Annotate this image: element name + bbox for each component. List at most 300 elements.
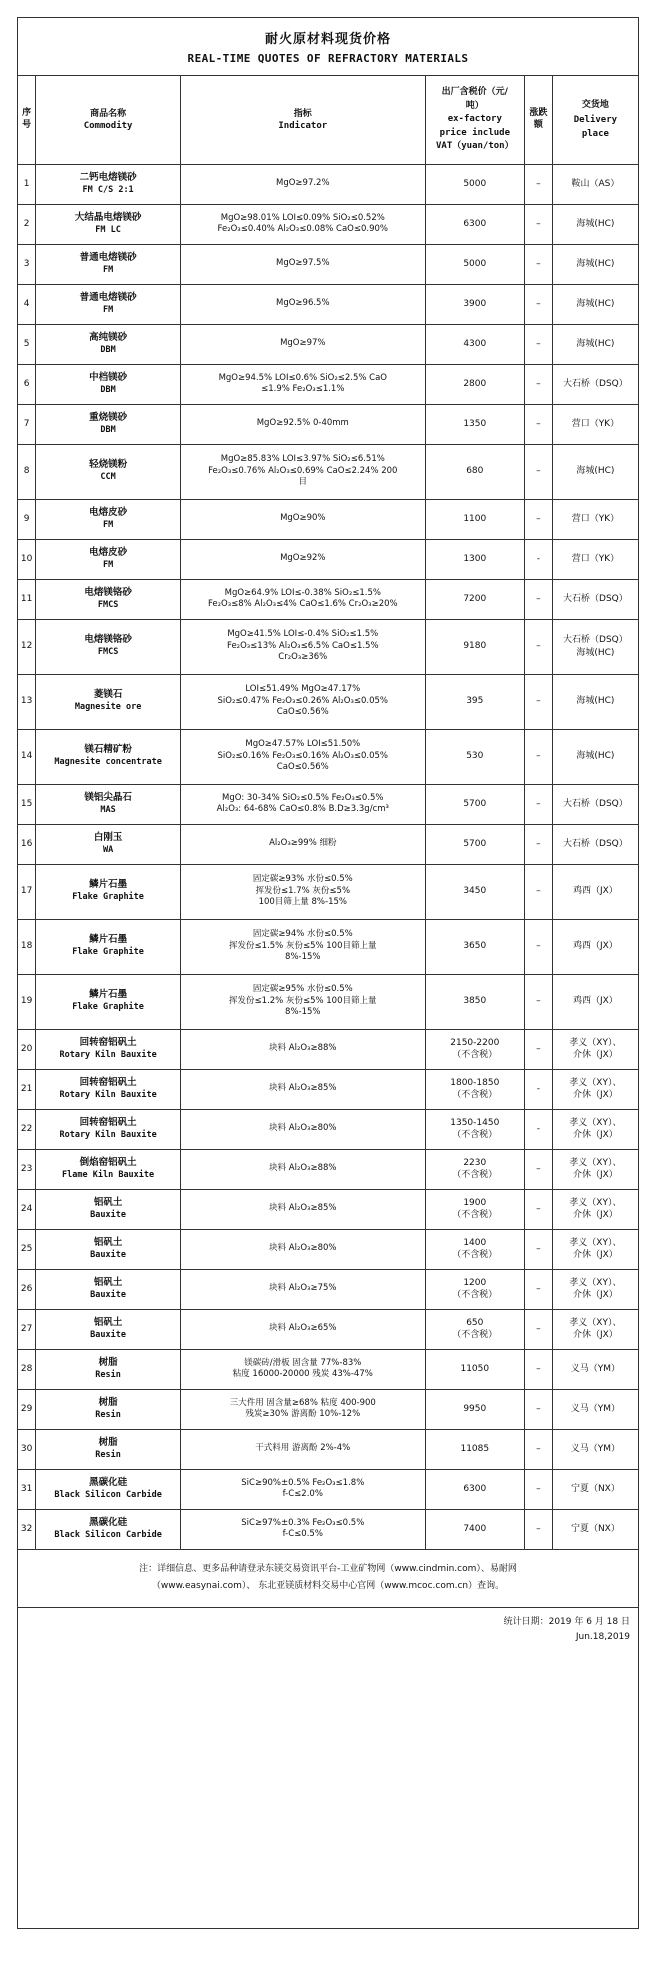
change-cell: – <box>525 499 553 539</box>
commodity-cn: 铝矾土 <box>93 1196 123 1208</box>
commodity-en: DBM <box>100 424 116 435</box>
price-cell <box>425 1269 525 1309</box>
commodity-en: Magnesite concentrate <box>54 757 162 768</box>
indicator-line: 块料 Al₂O₃≥85% <box>269 1083 337 1094</box>
delivery-line: 孝义（XY）、 <box>569 1197 622 1208</box>
price-cell <box>425 674 525 729</box>
price-cell <box>425 729 525 784</box>
indicator-line: Al₂O₃: 64-68% CaO≤0.8% B.D≥3.3g/cm³ <box>216 804 389 814</box>
commodity-cell <box>36 1149 181 1189</box>
commodity-cell <box>36 1509 181 1549</box>
indicator-line: 粘度 16000-20000 残炭 43%-47% <box>232 1369 373 1379</box>
commodity-cn: 黑碳化硅 <box>89 1516 128 1528</box>
indicator-line: Fe₂O₃≤8% Al₂O₃≤4% CaO≤1.6% Cr₂O₃≥20% <box>207 599 398 609</box>
row-number: 19 <box>18 974 36 1029</box>
commodity-cn: 铝矾土 <box>93 1236 123 1248</box>
indicator-cell <box>181 1509 425 1549</box>
delivery-line: 大石桥（DSQ） <box>563 838 628 849</box>
commodity-en: Flake Graphite <box>72 892 144 903</box>
change-cell: – <box>525 974 553 1029</box>
price-line: 9180 <box>463 641 487 652</box>
indicator-line: MgO≥94.5% LOI≤0.6% SiO₂≤2.5% CaO <box>218 372 387 383</box>
indicator-line: f-C≤2.0% <box>282 1489 323 1499</box>
price-line: 6300 <box>463 1483 487 1494</box>
table-row <box>18 824 638 864</box>
delivery-line: 海城(HC) <box>576 466 615 477</box>
row-number: 31 <box>18 1469 36 1509</box>
table-row <box>18 364 638 404</box>
delivery-cell <box>552 1109 638 1149</box>
change-cell: – <box>525 1309 553 1349</box>
delivery-cell <box>552 499 638 539</box>
indicator-line: 干式料用 游离酚 2%-4% <box>255 1443 351 1454</box>
delivery-line: 介休（JX） <box>572 1250 618 1260</box>
indicator-line: 块料 Al₂O₃≥88% <box>269 1043 337 1054</box>
price-line: 3850 <box>463 996 487 1007</box>
commodity-en: Bauxite <box>90 1329 126 1340</box>
commodity-cn: 电熔镁铬砂 <box>84 634 132 646</box>
commodity-en: Flame Kiln Bauxite <box>62 1169 155 1180</box>
delivery-line: 营口（YK） <box>571 553 620 564</box>
delivery-cell <box>552 204 638 244</box>
indicator-cell <box>181 824 425 864</box>
row-number: 7 <box>18 404 36 444</box>
delivery-line: 宁夏（NX） <box>570 1523 620 1534</box>
header-commodity-cn: 商品名称 <box>90 108 127 119</box>
indicator-line: MgO≥98.01% LOI≤0.09% SiO₂≤0.52% <box>220 212 385 223</box>
indicator-line: 挥发份≤1.7% 灰份≤5% <box>255 885 351 896</box>
row-number: 5 <box>18 324 36 364</box>
change-cell: – <box>525 364 553 404</box>
delivery-line: 介休（JX） <box>572 1330 618 1340</box>
table-row <box>18 729 638 784</box>
table-row <box>18 1269 638 1309</box>
commodity-cn: 轻烧镁粉 <box>89 459 128 471</box>
table-row <box>18 919 638 974</box>
indicator-cell <box>181 1309 425 1349</box>
delivery-line: 鸡西（JX） <box>572 886 618 897</box>
price-sheet <box>17 17 639 1929</box>
header-delivery <box>552 76 638 164</box>
delivery-cell <box>552 1469 638 1509</box>
row-number: 25 <box>18 1229 36 1269</box>
indicator-line: CaO≤0.56% <box>276 762 329 773</box>
indicator-line: MgO≥85.83% LOI≤3.97% SiO₂≤6.51% <box>220 454 385 465</box>
indicator-line: Cr₂O₃≥36% <box>278 652 328 663</box>
indicator-cell <box>181 729 425 784</box>
delivery-cell <box>552 784 638 824</box>
price-line: 5700 <box>463 838 487 849</box>
delivery-cell <box>552 1389 638 1429</box>
delivery-cell <box>552 864 638 919</box>
indicator-line: 镁碳砖/滑板 固含量 77%-83% <box>244 1357 362 1368</box>
delivery-line: 孝义（XY）、 <box>569 1037 622 1048</box>
change-cell: – <box>525 1149 553 1189</box>
price-line: （不含税） <box>452 1290 498 1300</box>
delivery-line: 营口（YK） <box>571 513 620 524</box>
change-cell: – <box>525 1469 553 1509</box>
commodity-cell <box>36 1429 181 1469</box>
delivery-cell <box>552 444 638 499</box>
commodity-cell <box>36 1269 181 1309</box>
price-line: 11050 <box>460 1363 490 1374</box>
delivery-cell <box>552 324 638 364</box>
header-price-line: 出厂含税价（元/ <box>441 87 508 97</box>
price-cell <box>425 1109 525 1149</box>
header-change: 涨跌额 <box>525 76 553 164</box>
delivery-line: 营口（YK） <box>571 418 620 429</box>
commodity-cell <box>36 919 181 974</box>
header-indicator-cn: 指标 <box>293 108 312 119</box>
row-number: 30 <box>18 1429 36 1469</box>
row-number: 3 <box>18 244 36 284</box>
commodity-cn: 菱镁石 <box>93 689 123 701</box>
delivery-line: 介休（JX） <box>572 1170 618 1180</box>
price-cell <box>425 244 525 284</box>
header-indicator-en: Indicator <box>278 120 328 131</box>
commodity-cn: 二钙电熔镁砂 <box>79 171 137 183</box>
indicator-line: SiO₂≤0.47% Fe₂O₃≤0.26% Al₂O₃≤0.05% <box>217 695 389 706</box>
indicator-cell <box>181 674 425 729</box>
delivery-cell <box>552 674 638 729</box>
change-cell: – <box>525 824 553 864</box>
date-row <box>18 1607 638 1653</box>
table-row <box>18 539 638 579</box>
header-no: 序号 <box>18 76 36 164</box>
delivery-cell <box>552 1509 638 1549</box>
commodity-en: Black Silicon Carbide <box>54 1489 162 1500</box>
indicator-line: 挥发份≤1.5% 灰份≤5% 100目筛上量 <box>229 940 377 951</box>
header-price <box>425 76 525 164</box>
header-delivery-line: Delivery <box>573 114 618 125</box>
commodity-en: Magnesite ore <box>74 702 142 713</box>
delivery-line: 海城(HC) <box>576 696 615 707</box>
header-commodity <box>36 76 181 164</box>
commodity-cn: 铝矾土 <box>93 1276 123 1288</box>
indicator-line: MgO≥97% <box>280 338 326 349</box>
price-line: 5700 <box>463 798 487 809</box>
commodity-en: MAS <box>100 804 116 815</box>
price-cell <box>425 824 525 864</box>
commodity-cell <box>36 784 181 824</box>
commodity-en: Bauxite <box>90 1249 126 1260</box>
commodity-cell <box>36 1109 181 1149</box>
commodity-cn: 树脂 <box>98 1356 118 1368</box>
indicator-line: CaO≤0.56% <box>276 707 329 718</box>
price-cell <box>425 1189 525 1229</box>
row-number: 10 <box>18 539 36 579</box>
table-row <box>18 1109 638 1149</box>
indicator-line: 100目筛上量 8%-15% <box>258 897 347 908</box>
commodity-cn: 普通电熔镁砂 <box>79 251 137 263</box>
commodity-cell <box>36 1189 181 1229</box>
price-cell <box>425 1509 525 1549</box>
delivery-cell <box>552 579 638 619</box>
indicator-cell <box>181 444 425 499</box>
commodity-cell <box>36 244 181 284</box>
commodity-cell <box>36 324 181 364</box>
delivery-cell <box>552 1069 638 1109</box>
price-line: 2230 <box>463 1157 487 1168</box>
delivery-cell <box>552 1189 638 1229</box>
commodity-en: Bauxite <box>90 1209 126 1220</box>
table-row <box>18 1069 638 1109</box>
indicator-line: 块料 Al₂O₃≥88% <box>269 1163 337 1174</box>
price-line: 650 <box>466 1317 484 1328</box>
commodity-cn: 鳞片石墨 <box>89 879 128 891</box>
row-number: 26 <box>18 1269 36 1309</box>
change-cell: – <box>525 324 553 364</box>
commodity-cn: 白刚玉 <box>93 831 123 843</box>
delivery-cell <box>552 1309 638 1349</box>
price-cell <box>425 1309 525 1349</box>
indicator-cell <box>181 579 425 619</box>
row-number: 20 <box>18 1029 36 1069</box>
commodity-cn: 树脂 <box>98 1396 118 1408</box>
delivery-line: 大石桥（DSQ） <box>563 378 628 389</box>
change-cell: – <box>525 164 553 204</box>
delivery-line: 海城(HC) <box>576 298 615 309</box>
indicator-cell <box>181 1269 425 1309</box>
commodity-en: FM <box>102 264 114 275</box>
change-cell: – <box>525 864 553 919</box>
delivery-line: 孝义（XY）、 <box>569 1237 622 1248</box>
indicator-cell <box>181 784 425 824</box>
delivery-line: 鸡西（JX） <box>572 941 618 952</box>
indicator-line: MgO≥97.2% <box>276 178 330 189</box>
header-commodity-en: Commodity <box>83 120 133 131</box>
change-cell: – <box>525 1429 553 1469</box>
delivery-cell <box>552 824 638 864</box>
delivery-line: 大石桥（DSQ） <box>563 635 628 646</box>
price-line: （不含税） <box>452 1090 498 1100</box>
header-price-line: price include <box>439 127 511 138</box>
row-number: 14 <box>18 729 36 784</box>
commodity-cn: 铝矾土 <box>93 1316 123 1328</box>
indicator-line: MgO≥96.5% <box>276 298 330 309</box>
price-line: 5000 <box>463 178 487 189</box>
delivery-line: 宁夏（NX） <box>570 1483 620 1494</box>
commodity-en: FM C/S 2:1 <box>82 184 134 195</box>
commodity-cell <box>36 1069 181 1109</box>
indicator-cell <box>181 1229 425 1269</box>
commodity-en: FMCS <box>97 599 119 610</box>
price-line: 1800-1850 <box>450 1077 500 1088</box>
table-row <box>18 1469 638 1509</box>
table-row <box>18 1309 638 1349</box>
commodity-cell <box>36 1029 181 1069</box>
delivery-line: 义马（YM） <box>570 1443 621 1454</box>
commodity-cell <box>36 864 181 919</box>
delivery-cell <box>552 284 638 324</box>
price-cell <box>425 404 525 444</box>
commodity-en: Rotary Kiln Bauxite <box>59 1089 157 1100</box>
commodity-cell <box>36 1229 181 1269</box>
change-cell: - <box>525 1109 553 1149</box>
table-row <box>18 1229 638 1269</box>
price-cell <box>425 499 525 539</box>
commodity-cell <box>36 499 181 539</box>
row-number: 1 <box>18 164 36 204</box>
commodity-cn: 普通电熔镁砂 <box>79 291 137 303</box>
commodity-en: Rotary Kiln Bauxite <box>59 1129 157 1140</box>
table-body <box>18 164 638 1549</box>
indicator-line: 目 <box>298 477 308 488</box>
commodity-cell <box>36 364 181 404</box>
price-line: 680 <box>466 466 484 477</box>
change-cell: – <box>525 729 553 784</box>
commodity-cn: 镁石精矿粉 <box>84 744 132 756</box>
delivery-line: 介休（JX） <box>572 1290 618 1300</box>
price-line: 1400 <box>463 1237 487 1248</box>
change-cell: – <box>525 444 553 499</box>
header-delivery-line: place <box>581 128 609 139</box>
change-cell: – <box>525 204 553 244</box>
table-row <box>18 444 638 499</box>
delivery-cell <box>552 244 638 284</box>
commodity-en: Bauxite <box>90 1289 126 1300</box>
indicator-cell <box>181 204 425 244</box>
indicator-cell <box>181 324 425 364</box>
delivery-line: 孝义（XY）、 <box>569 1077 622 1088</box>
indicator-line: 块料 Al₂O₃≥80% <box>269 1243 337 1254</box>
commodity-en: Resin <box>95 1409 121 1420</box>
indicator-line: LOI≤51.49% MgO≥47.17% <box>245 684 361 695</box>
price-line: 1350-1450 <box>450 1117 500 1128</box>
table-row <box>18 1349 638 1389</box>
commodity-en: WA <box>102 844 114 855</box>
header-price-line: VAT（yuan/ton） <box>435 141 514 151</box>
change-cell: – <box>525 784 553 824</box>
price-cell <box>425 1429 525 1469</box>
change-cell: – <box>525 674 553 729</box>
delivery-cell <box>552 919 638 974</box>
price-cell <box>425 284 525 324</box>
price-line: （不含税） <box>452 1250 498 1260</box>
indicator-line: 8%-15% <box>285 1007 321 1018</box>
delivery-line: 介休（JX） <box>572 1090 618 1100</box>
commodity-cn: 回转窑铝矾土 <box>79 1076 137 1088</box>
row-number: 2 <box>18 204 36 244</box>
price-line: 1350 <box>463 418 487 429</box>
row-number: 21 <box>18 1069 36 1109</box>
indicator-cell <box>181 244 425 284</box>
change-cell: – <box>525 1509 553 1549</box>
price-cell <box>425 579 525 619</box>
indicator-line: 固定碳≥94% 水份≤0.5% <box>252 929 353 940</box>
commodity-cell <box>36 729 181 784</box>
commodity-en: Flake Graphite <box>72 947 144 958</box>
price-cell <box>425 864 525 919</box>
price-cell <box>425 204 525 244</box>
commodity-cell <box>36 1389 181 1429</box>
commodity-cell <box>36 284 181 324</box>
price-line: 5000 <box>463 258 487 269</box>
table-row <box>18 1029 638 1069</box>
price-line: （不含税） <box>452 1330 498 1340</box>
commodity-cell <box>36 1469 181 1509</box>
table-row <box>18 974 638 1029</box>
commodity-cn: 倒焰窑铝矾土 <box>79 1156 137 1168</box>
price-line: 9950 <box>463 1403 487 1414</box>
table-row <box>18 864 638 919</box>
indicator-cell <box>181 919 425 974</box>
price-cell <box>425 164 525 204</box>
indicator-line: Fe₂O₃≤0.40% Al₂O₃≤0.08% CaO≤0.90% <box>217 224 388 234</box>
table-row <box>18 1389 638 1429</box>
delivery-cell <box>552 619 638 674</box>
indicator-line: MgO≥90% <box>280 513 326 524</box>
header-delivery-line: 交货地 <box>581 100 609 111</box>
indicator-line: Fe₂O₃≤13% Al₂O₃≤6.5% CaO≤1.5% <box>227 640 379 651</box>
commodity-en: Flake Graphite <box>72 1002 144 1013</box>
table-row <box>18 164 638 204</box>
commodity-en: FM LC <box>95 224 121 235</box>
indicator-cell <box>181 864 425 919</box>
commodity-en: DBM <box>100 344 116 355</box>
indicator-cell <box>181 1149 425 1189</box>
delivery-line: 孝义（XY）、 <box>569 1157 622 1168</box>
table-row <box>18 1149 638 1189</box>
price-line: 3650 <box>463 941 487 952</box>
table-row <box>18 499 638 539</box>
price-cell <box>425 1069 525 1109</box>
delivery-cell <box>552 539 638 579</box>
table-row <box>18 784 638 824</box>
change-cell: – <box>525 579 553 619</box>
price-cell <box>425 539 525 579</box>
delivery-cell <box>552 404 638 444</box>
commodity-cn: 高纯镁砂 <box>89 331 128 343</box>
stat-date-cn: 统计日期：2019 年 6 月 18 日 <box>503 1616 630 1627</box>
indicator-line: MgO≥92% <box>280 553 326 564</box>
indicator-cell <box>181 974 425 1029</box>
header-row <box>18 76 638 164</box>
row-number: 23 <box>18 1149 36 1189</box>
change-cell: – <box>525 1029 553 1069</box>
delivery-line: 大石桥（DSQ） <box>563 593 628 604</box>
row-number: 9 <box>18 499 36 539</box>
row-number: 6 <box>18 364 36 404</box>
change-cell: – <box>525 1269 553 1309</box>
price-line: 11085 <box>460 1443 490 1454</box>
indicator-line: Fe₂O₃≤0.76% Al₂O₃≤0.69% CaO≤2.24% 200 <box>208 465 398 476</box>
price-line: 2800 <box>463 378 487 389</box>
row-number: 18 <box>18 919 36 974</box>
commodity-cell <box>36 619 181 674</box>
indicator-line: 8%-15% <box>285 952 321 963</box>
commodity-cn: 黑碳化硅 <box>89 1476 128 1488</box>
price-line: 1100 <box>463 513 487 524</box>
change-cell: – <box>525 244 553 284</box>
table-row <box>18 1429 638 1469</box>
price-line: 530 <box>466 751 484 762</box>
commodity-cell <box>36 1309 181 1349</box>
delivery-line: 大石桥（DSQ） <box>563 798 628 809</box>
indicator-line: ≤1.9% Fe₂O₃≤1.1% <box>261 384 345 394</box>
row-number: 32 <box>18 1509 36 1549</box>
commodity-cn: 回转窑铝矾土 <box>79 1116 137 1128</box>
row-number: 15 <box>18 784 36 824</box>
indicator-line: SiC≥97%±0.3% Fe₂O₃≤0.5% <box>241 1517 365 1528</box>
indicator-line: MgO≥47.57% LOI≤51.50% <box>245 739 361 750</box>
delivery-line: 孝义（XY）、 <box>569 1117 622 1128</box>
price-cell <box>425 974 525 1029</box>
price-line: 2150-2200 <box>450 1037 500 1048</box>
indicator-cell <box>181 284 425 324</box>
commodity-en: Rotary Kiln Bauxite <box>59 1049 157 1060</box>
price-line: 1900 <box>463 1197 487 1208</box>
